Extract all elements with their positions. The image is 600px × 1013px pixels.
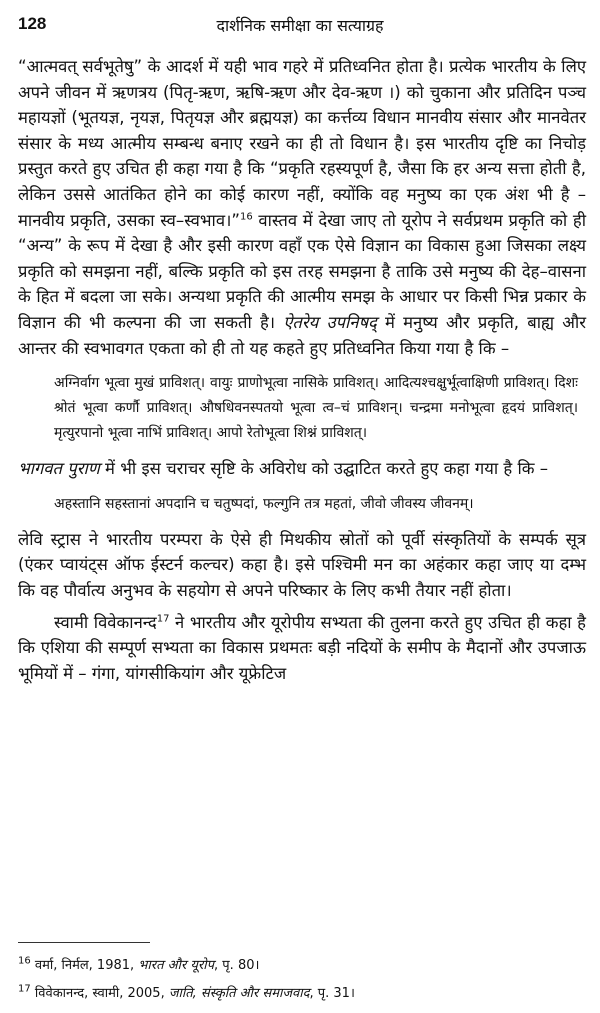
paragraph-4-text-b: ने भारतीय और यूरोपीय सभ्यता की तुलना करते हुए उचित ही कहा है कि एशिया की सम्पूर्ण सभ्यता का विकास प्रथमतः बड़ी नदियों के समीप के मैदानों और उपजाऊ भूमियों में – गंगा, यांगसीकियांग और यूफ्रेटिज: [18, 612, 586, 683]
aitareya-upanishad-title: ऐतरेय उपनिषद्: [283, 312, 377, 332]
footnote-16: [18, 955, 259, 973]
footnote-16-number: 16: [18, 955, 31, 967]
paragraph-4: [18, 610, 586, 687]
paragraph-2-text: में भी इस चराचर सृष्टि के अविरोध को उद्घाटित करते हुए कहा गया है कि –: [99, 459, 549, 479]
paragraph-2: [18, 456, 586, 482]
footnote-17: [18, 983, 355, 1001]
footnote-16-title: भारत और यूरोप: [138, 958, 215, 973]
footnote-16-text-b: , पृ. 80।: [214, 958, 260, 973]
bhagavata-purana-title: भागवत पुराण: [18, 459, 100, 479]
page-header: [18, 14, 582, 38]
footnote-16-text-a: वर्मा, निर्मल, 1981,: [30, 958, 139, 973]
footnote-17-title: जाति, संस्कृति और समाजवाद: [168, 986, 310, 1001]
paragraph-1: [18, 54, 586, 361]
footnote-17-text-a: विवेकानन्द, स्वामी, 2005,: [30, 986, 169, 1001]
footnote-17-number: 17: [18, 983, 31, 995]
paragraph-1-text-a: “आत्मवत् सर्वभूतेषु” के आदर्श में यही भाव गहरे में प्रतिध्वनित होता है। प्रत्येक भारतीय के लिए अपने जीवन में ऋणत्रय (पितृ-ऋण, ऋषि-ऋण और देव-ऋण ।) को चुकाना और प्रतिदिन पञ्च महायज्ञों (भूतयज्ञ, नृयज्ञ, पितृयज्ञ और ब्रह्मयज्ञ) का कर्त्तव्य विधान मानवीय संसार और मानवेतर संसार के मध्य आत्मीय सम्बन्ध बनाए रखने का ही तो विधान है। इस भारतीय दृष्टि का निचोड़ प्रस्तुत करते हुए उचित ही कहा गया है कि “प्रकृति रहस्यपूर्ण है, जैसा कि हर अन्य सत्ता होती है, लेकिन उससे आतंकित होने का कोई कारण नहीं, क्योंकि वह मनुष्य का एक अंश भी है – मानवीय प्रकृति, उसका स्व–स्वभाव।”: [18, 57, 586, 230]
page-number: 128: [18, 14, 47, 33]
paragraph-3: लेवि स्ट्रास ने भारतीय परम्परा के ऐसे ही मिथकीय स्रोतों को पूर्वी संस्कृतियों के सम्पर्क सूत्र (एंकर प्वायंट्स ऑफ ईस्टर्न कल्चर) कहा है। इसे पश्चिमी मन का अहंकार कहा जाए या दम्भ कि वह पौर्वात्य अनुभव के सहयोग से अपने परिष्कार के लिए कभी तैयार नहीं होता।: [18, 529, 586, 600]
footnote-divider: [18, 942, 150, 943]
footnote-17-text-b: , पृ. 31।: [309, 986, 355, 1001]
sanskrit-verse-2: अहस्तानि सहस्तानां अपदानि च चतुष्पदां, फल्गुनि तत्र महतां, जीवो जीवस्य जीवनम्।: [54, 495, 474, 512]
body-text: [18, 54, 586, 686]
sanskrit-verse-1: अग्निर्वाग भूत्वा मुखं प्राविशत्। वायुः प्राणोभूत्वा नासिके प्राविशत्। आदित्यश्चक्षुर्भूत्वाक्षिणी प्राविशत्। दिशः श्रोतं भूत्वा कर्णौ प्राविशत्। औषधिवनस्पतयो भूत्वा त्व–चं प्राविशन्। चन्द्रमा मनोभूत्वा हृदयं प्राविशत्। मृत्युरपानो भूत्वा नाभिं प्राविशत्। आपो रेतोभूत्वा शिश्नं प्राविशत्।: [54, 375, 578, 442]
footnote-ref-17: 17: [156, 612, 170, 624]
running-title: दार्शनिक समीक्षा का सत्याग्रह: [216, 16, 384, 35]
paragraph-1-text-c: में मनुष्य और प्रकृति, बाह्य और आन्तर की स्वभावगत एकता को ही तो यह कहते हुए प्रतिध्वनित किया गया है कि –: [18, 312, 586, 358]
paragraph-4-text-a: स्वामी विवेकानन्द: [54, 612, 157, 632]
paragraph-1-text-b: वास्तव में देखा जाए तो यूरोप ने सर्वप्रथम प्रकृति को ही “अन्य” के रूप में देखा है और इसी कारण वहाँ एक ऐसे विज्ञान का विकास हुआ जिसका लक्ष्य प्रकृति को समझना नहीं, बल्कि प्रकृति को इस तरह समझना है ताकि उसे मनुष्य की देह–वासना के हित में बदला जा सके। अन्यथा प्रकृति की आत्मीय समझ के आधार पर किसी भिन्न प्रकार के विज्ञान की भी कल्पना की जा सकती है।: [18, 210, 586, 332]
footnote-ref-16: 16: [239, 211, 253, 223]
